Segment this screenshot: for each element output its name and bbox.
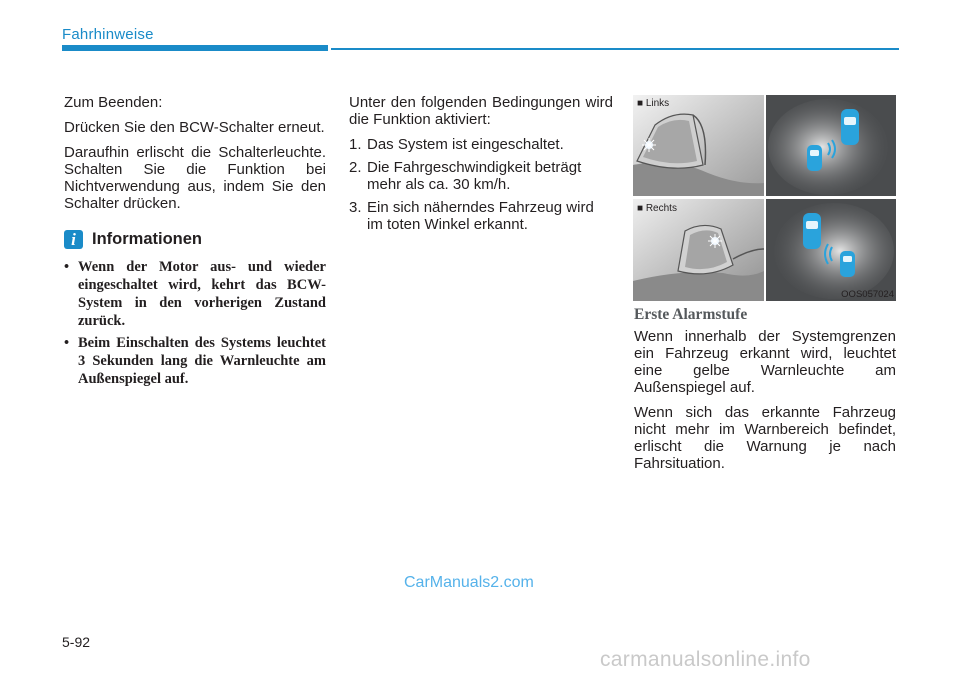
info-list: [64, 258, 326, 388]
watermark-footer: carmanualsonline.info: [600, 648, 811, 671]
subsection-heading: Erste Alarmstufe: [634, 306, 748, 323]
item-number: 1.: [349, 136, 362, 153]
info-icon: i: [64, 230, 83, 249]
info-header: [64, 230, 326, 249]
label-right: ■ Rechts: [637, 203, 677, 214]
page-number: 5-92: [62, 634, 91, 650]
paragraph: Wenn sich das erkannte Fahrzeug nicht mehr im Warnbereich befindet, erlischt die Warnung je nach Fahrsituation.: [634, 404, 896, 472]
paragraph: Zum Beenden:: [64, 94, 163, 111]
paragraph: Unter den folgenden Bedingungen wird die Funktion aktiviert:: [349, 94, 613, 128]
header-rule: [331, 48, 899, 50]
item-text: Die Fahrgeschwindigkeit beträgt mehr als ca. 30 km/h.: [367, 159, 582, 193]
column-right: [634, 306, 896, 480]
condition-item: [349, 199, 613, 233]
item-number: 2.: [349, 159, 362, 176]
info-title: Informationen: [92, 230, 202, 248]
info-item: • Wenn der Motor aus- und wieder eingeschaltet wird, kehrt das BCW-System in den vorherigen Zustand zurück.: [64, 258, 326, 330]
radar-diagram-right: [766, 199, 896, 301]
watermark-link[interactable]: CarManuals2.com: [404, 574, 534, 591]
mirror-drawing-right: [633, 199, 764, 301]
bcw-illustration: [633, 95, 896, 301]
figure-code: OOS057024: [841, 289, 894, 300]
right-mirror-image: [633, 199, 764, 301]
condition-item: [349, 159, 613, 193]
condition-item: [349, 136, 613, 153]
column-middle: [349, 94, 613, 239]
header-bar: [62, 45, 328, 51]
mirror-drawing-left: [633, 95, 764, 196]
info-item: • Beim Einschalten des Systems leuchtet 3 Sekunden lang die Warnleuchte am Außenspiegel auf.: [64, 334, 326, 388]
paragraph: Wenn innerhalb der Systemgrenzen ein Fahrzeug erkannt wird, leuchtet eine gelbe Warnleuchte am Außenspiegel auf.: [634, 328, 896, 396]
column-left: [64, 94, 326, 392]
item-number: 3.: [349, 199, 362, 216]
right-side-diagram: [766, 199, 896, 301]
item-text: Das System ist eingeschaltet.: [367, 136, 564, 153]
left-side-diagram: [766, 95, 896, 196]
item-text: Ein sich näherndes Fahrzeug wird im toten Winkel erkannt.: [367, 199, 594, 233]
label-left: ■ Links: [637, 98, 670, 109]
radar-diagram-left: [766, 95, 896, 196]
paragraph: Drücken Sie den BCW-Schalter erneut.: [64, 119, 325, 136]
condition-list: [349, 136, 613, 233]
paragraph: Daraufhin erlischt die Schalterleuchte. Schalten Sie die Funktion bei Nichtverwendung aus, indem Sie den Schalter drücken.: [64, 144, 326, 212]
section-title: Fahrhinweise: [62, 26, 154, 43]
left-mirror-image: [633, 95, 764, 196]
